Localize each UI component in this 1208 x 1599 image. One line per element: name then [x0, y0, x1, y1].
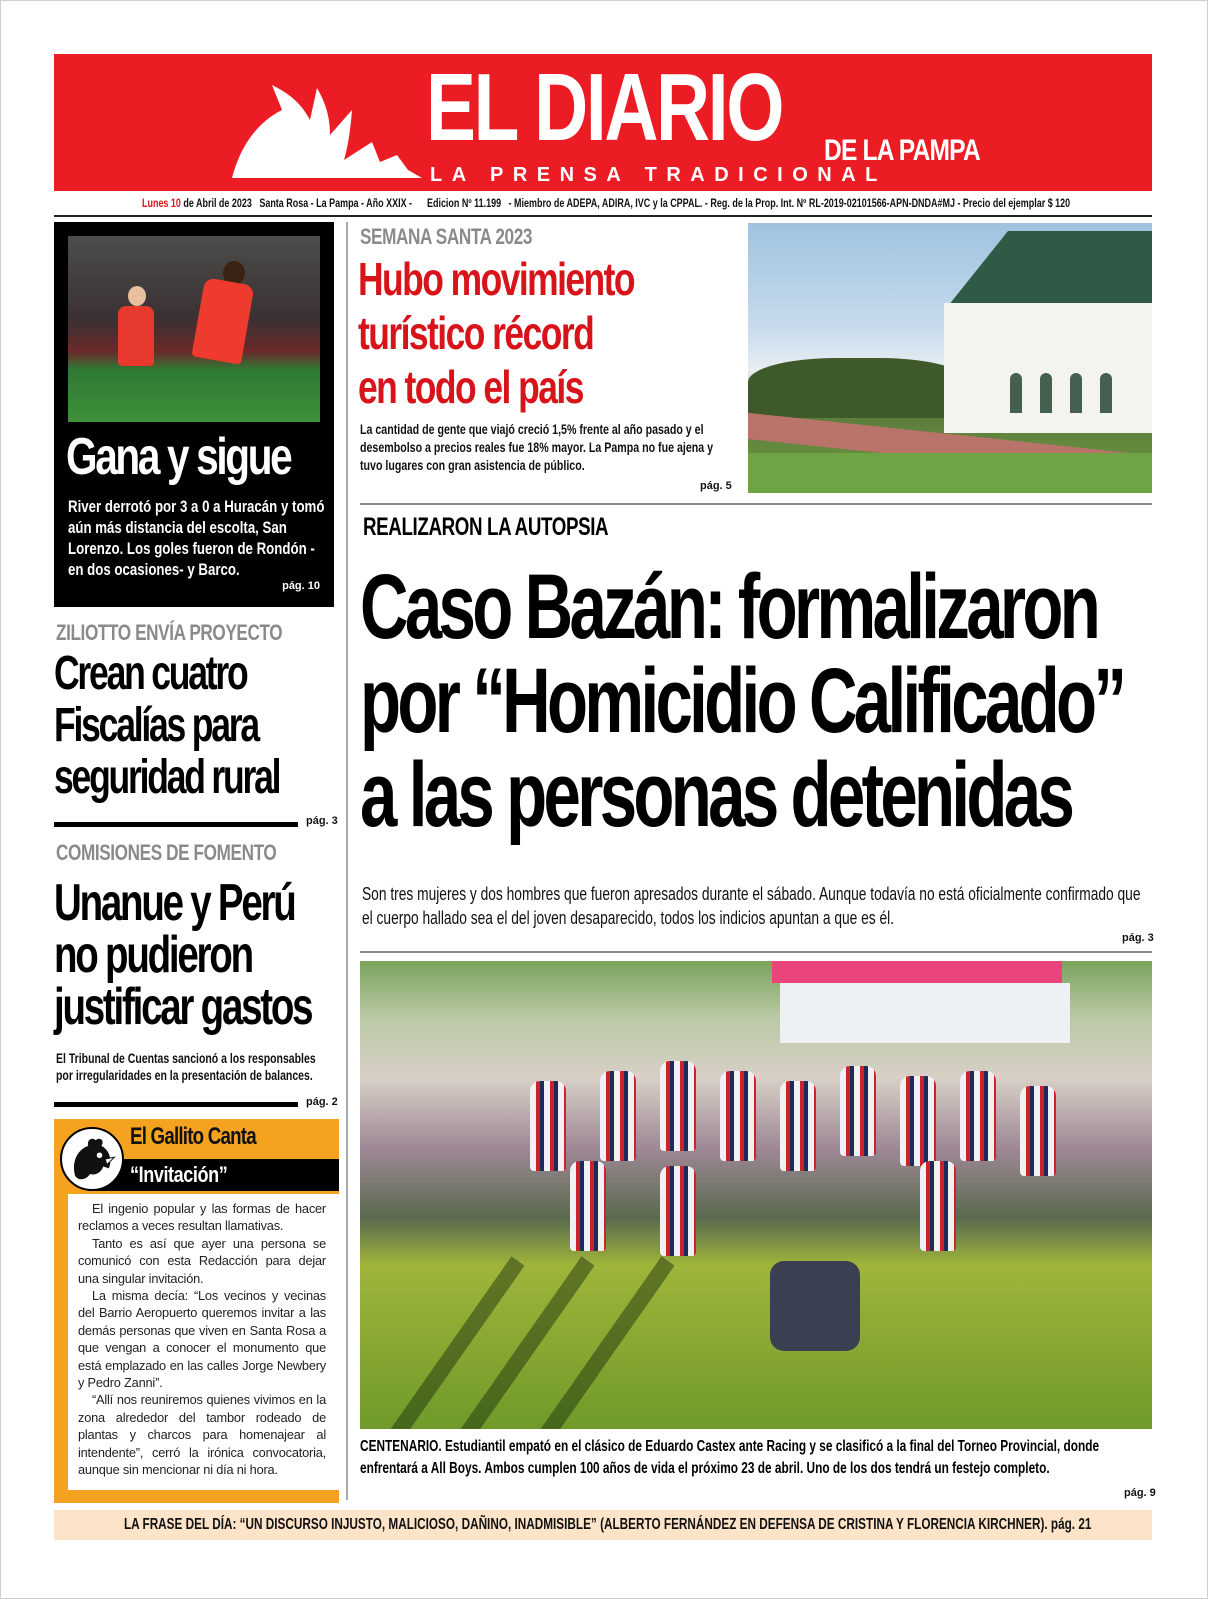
sports-photo[interactable] — [68, 236, 320, 422]
turismo-kicker: SEMANA SANTA 2023 — [360, 224, 533, 249]
dateline-edition: Edicion Nº 11.199 — [426, 198, 502, 210]
gallito-paragraph: El ingenio popular y las formas de hacer reclamos a veces resultan llamativas. — [78, 1201, 326, 1234]
headline-line: turístico récord — [358, 307, 594, 359]
dateline-member: - Miembro de ADEPA, ADIRA, IVC y la CPPAL. — [508, 198, 703, 210]
fomento-headline[interactable] — [54, 874, 312, 1036]
photo-page-ref: pág. 9 — [1124, 1487, 1156, 1499]
fomento-page-ref: pág. 2 — [306, 1096, 338, 1108]
gallito-subtitle: “Invitación” — [130, 1162, 228, 1187]
main-page-ref: pág. 3 — [1122, 932, 1154, 944]
headline-line: Caso Bazán: formalizaron — [360, 556, 1098, 658]
fiscalias-kicker: ZILIOTTO ENVÍA PROYECTO — [56, 620, 283, 645]
turismo-page-ref: pág. 5 — [700, 480, 732, 492]
frase-text: LA FRASE DEL DÍA: “UN DISCURSO INJUSTO, MALICIOSO, DAÑINO, INADMISIBLE” (ALBERTO FERNÁNDEZ EN DEFENSA DE CRISTINA Y FLORENCIA KIRCHNER). pág. 21 — [124, 1516, 1092, 1533]
sports-summary: River derrotó por 3 a 0 a Huracán y tomó aún más distancia del escolta, San Lorenzo. Los goles fueron de Rondón -en dos ocasiones- y Barco. — [68, 497, 325, 579]
headline-line: en todo el país — [358, 361, 583, 413]
dateline-price: - Precio del ejemplar $ 120 — [957, 198, 1071, 210]
headline-line: Hubo movimiento — [358, 253, 635, 305]
sports-page-ref: pág. 10 — [282, 580, 320, 592]
divider — [360, 951, 1152, 953]
column-divider — [346, 222, 348, 1500]
fomento-summary: El Tribunal de Cuentas sancionó a los responsables por irregularidades en la presentación de balances. — [56, 1050, 316, 1083]
divider — [360, 503, 1152, 505]
rooster-icon — [60, 1127, 124, 1191]
gallito-column — [54, 1119, 339, 1503]
gallito-paragraph: Tanto es así que ayer una persona se comunicó con esta Redacción para dejar una singular invitación. — [78, 1235, 326, 1286]
dateline-date: de Abril de 2023 — [180, 198, 252, 210]
headline-line: no pudieron — [54, 926, 252, 984]
sports-story[interactable] — [54, 222, 334, 607]
sports-headline[interactable]: Gana y sigue — [66, 428, 291, 486]
dateline-location: Santa Rosa - La Pampa - Año XXIX - — [259, 198, 413, 210]
dateline — [54, 196, 1152, 214]
headline-line: por “Homicidio Calificado” — [360, 650, 1124, 752]
masthead-divider — [54, 215, 1152, 217]
brand-tagline: LA PRENSA TRADICIONAL — [430, 164, 887, 186]
fiscalias-page-ref: pág. 3 — [306, 815, 338, 827]
main-summary: Son tres mujeres y dos hombres que fueron apresados durante el sábado. Aunque todavía no está oficialmente confirmado que el cuerpo hallado sea el del joven desaparecido, todos los indicios apuntan a que es él. — [362, 884, 1141, 928]
headline-line: Crean cuatro — [54, 647, 247, 700]
fomento-kicker: COMISIONES DE FOMENTO — [56, 840, 277, 865]
gallito-body — [68, 1194, 339, 1490]
main-headline[interactable] — [360, 556, 1124, 846]
brand-title: EL DIARIO — [426, 54, 783, 161]
headline-line: justificar gastos — [54, 978, 312, 1036]
turismo-headline[interactable] — [358, 252, 634, 414]
brand-subtitle: DE LA PAMPA — [824, 134, 980, 167]
photo-caption: CENTENARIO. Estudiantil empató en el clásico de Eduardo Castex ante Racing y se clasificó a la final del Torneo Provincial, donde enfrentará a All Boys. Ambos cumplen 100 años de vida el próximo 23 de abril. Uno de los dos tendrá un festejo completo. — [360, 1438, 1100, 1477]
headline-line: Unanue y Perú — [54, 874, 295, 932]
pampa-grass-fan-icon — [222, 80, 432, 180]
headline-line: a las personas detenidas — [360, 744, 1072, 846]
turismo-summary: La cantidad de gente que viajó creció 1,5% frente al año pasado y el desembolso a precios reales fue 18% mayor. La Pampa no fue ajena y tuvo lugares con gran asistencia de público. — [360, 421, 714, 473]
turismo-photo[interactable] — [748, 223, 1152, 493]
team-photo[interactable] — [360, 961, 1152, 1429]
fiscalias-headline[interactable] — [54, 648, 279, 804]
divider — [54, 1102, 298, 1107]
masthead — [54, 54, 1152, 191]
main-kicker: REALIZARON LA AUTOPSIA — [363, 513, 609, 541]
dateline-day: Lunes 10 — [142, 198, 181, 210]
dateline-registry: - Reg. de la Prop. Int. Nº RL-2019-02101566-APN-DNDA#MJ — [704, 198, 955, 210]
headline-line: Fiscalías para — [54, 699, 258, 752]
gallito-paragraph: “Allí nos reuniremos quienes vivimos en la zona alrededor del tambor rodeado de plantas y charcos para homenajear al intendente”, cerró la irónica convocatoria, aunque sin mencionar ni día ni hora. — [78, 1392, 326, 1478]
gallito-paragraph: La misma decía: “Los vecinos y vecinas del Barrio Aeropuerto queremos invitar a las demás personas que viven en Santa Rosa a que vengan a conocer el monumento que está emplazado en las calles Jorge Newbery y Pedro Zanni”. — [78, 1288, 326, 1391]
frase-del-dia — [54, 1510, 1152, 1540]
gallito-title: El Gallito Canta — [130, 1123, 256, 1150]
headline-line: seguridad rural — [54, 751, 280, 804]
divider — [54, 822, 298, 827]
